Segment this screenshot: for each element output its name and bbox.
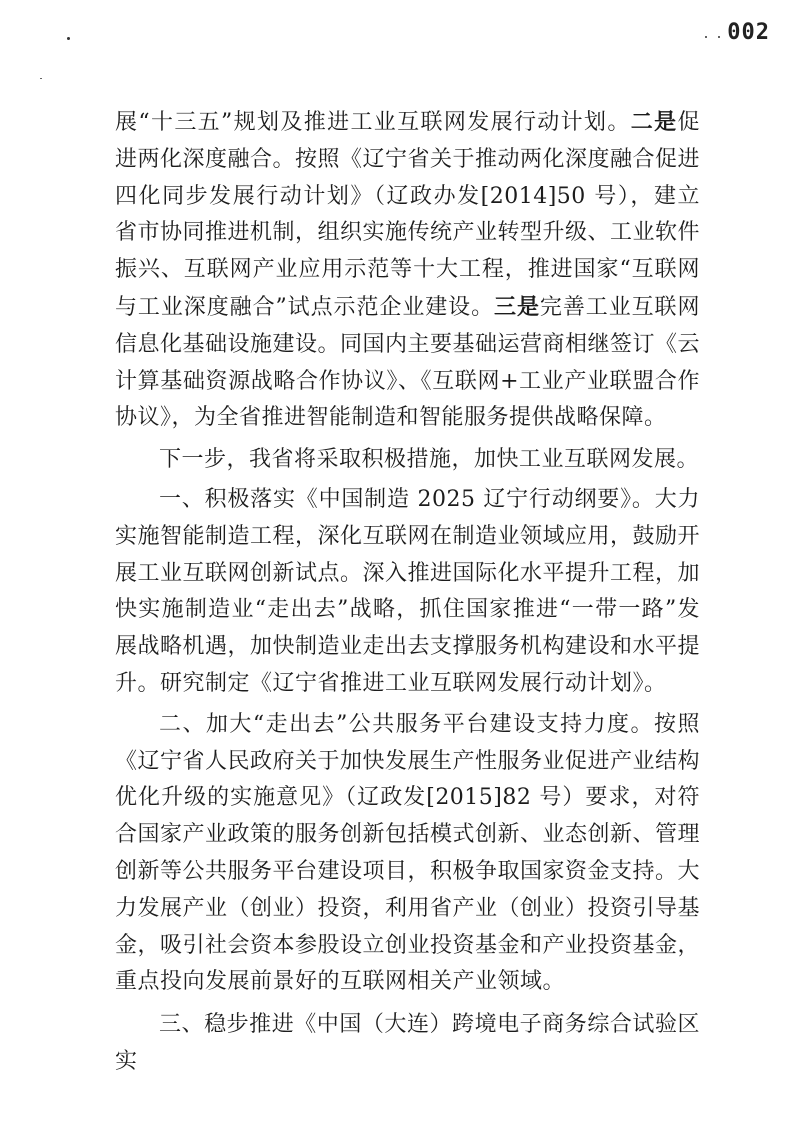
scan-speck [718,36,720,38]
paragraph-item-one: 一、积极落实《中国制造 2025 辽宁行动纲要》。大力实施智能制造工程，深化互联网在制造业领域应用，鼓励开展工业互联网创新试点。深入推进国际化水平提升工程，加快实施制造业“走出去”战略，抓住国家推进“一带一路”发展战略机遇，加快制造业走出去支撑服务机构建设和水平提升。研究制定《辽宁省推进工业互联网发展行动计划》。 [115,486,701,696]
page-number: 002 [727,20,770,45]
scan-speck [705,36,707,38]
paragraph-text: 展“十三五”规划及推进工业互联网发展行动计划。 [115,110,631,135]
scan-speck [67,37,70,40]
paragraph-continued [115,104,700,437]
keyword-second: 二是 [630,109,678,135]
scan-speck [40,78,42,79]
paragraph-item-three: 三、稳步推进《中国（大连）跨境电子商务综合试验区实 [115,1012,700,1074]
keyword-third: 三是 [494,293,540,320]
document-body [115,104,700,1081]
paragraph-text: 完善工业互联网信息化基础设施建设。同国内主要基础运营商相继签订《云计算基础资源战略合作协议》、《互联网+工业产业联盟合作协议》，为全省推进智能制造和智能服务提供战略保障。 [115,294,701,431]
paragraph-item-two: 二、加大“走出去”公共服务平台建设支持力度。按照《辽宁省人民政府关于加快发展生产性服务业促进产业结构优化升级的实施意见》（辽政发[2015]82 号）要求，对符合国家产业政策的服务创新包括模式创新、业态创新、管理创新等公共服务平台建设项目，积极争取国家资金支持。大力发展产业（创业）投资，利用省产业（创业）投资引导基金，吸引社会资本参股设立创业投资基金和产业投资基金，重点投向发展前景好的互联网相关产业领域。 [115,711,701,995]
paragraph-next-steps: 下一步，我省将采取积极措施，加快工业互联网发展。 [159,447,700,473]
paragraph-text: 促进两化深度融合。按照《辽宁省关于推动两化深度融合促进四化同步发展行动计划》（辽政办发[2014]50 号），建立省市协同推进机制，组织实施传统产业转型升级、工业软件振兴、互联网产业应用示范等十大工程，推进国家“互联网与工业深度融合”试点示范企业建设。 [115,110,701,320]
